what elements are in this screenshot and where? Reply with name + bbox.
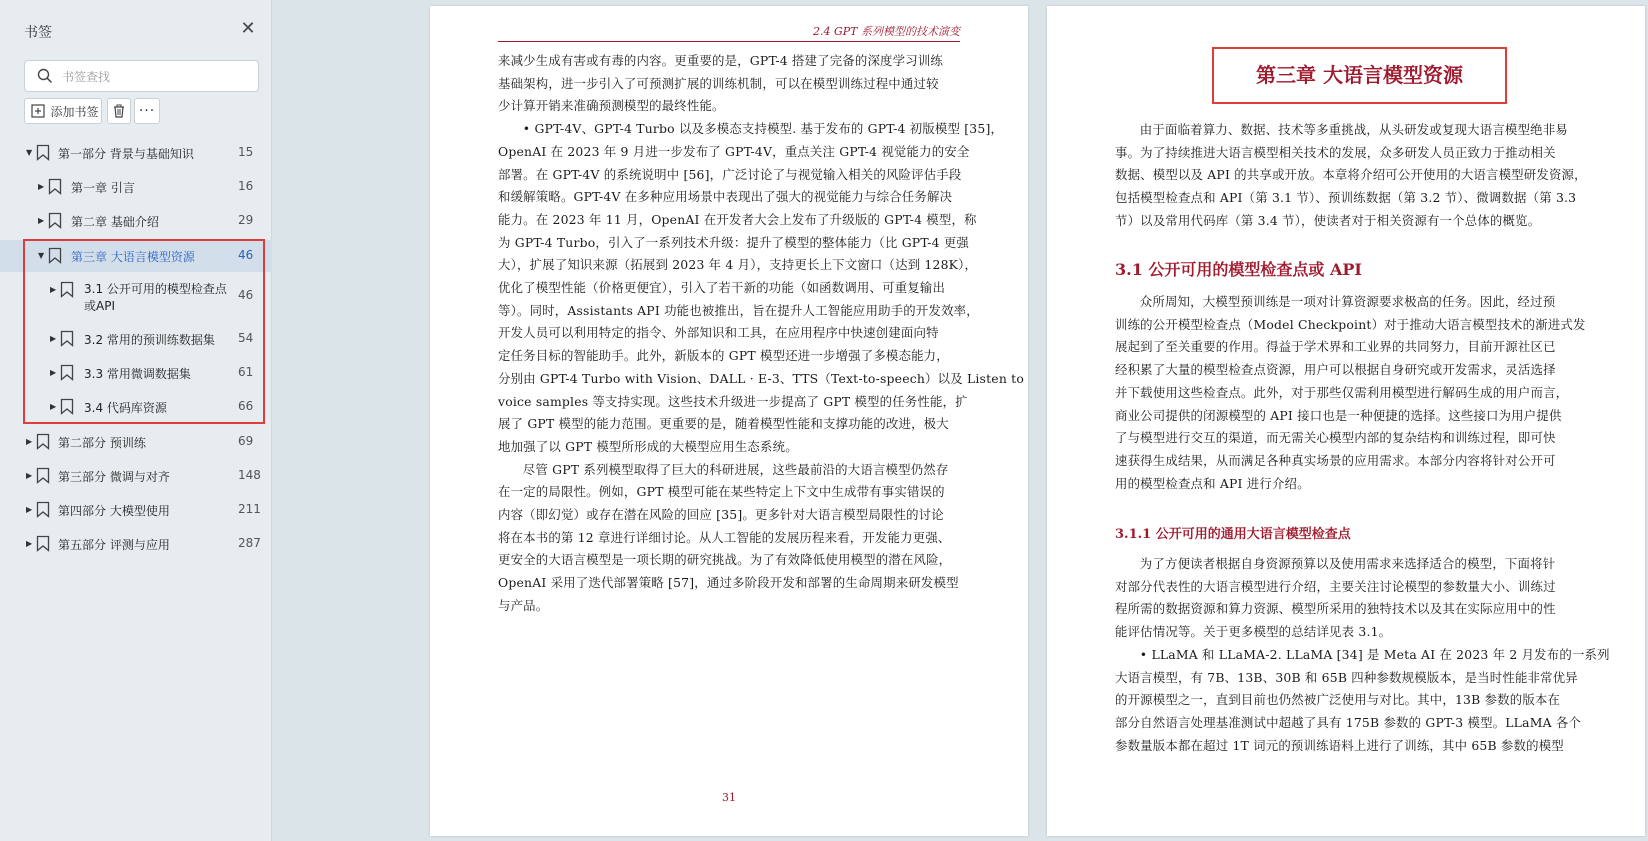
text-line: 部分自然语言处理基准测试中超越了具有 175B 参数的 GPT-3 模型。LLaMA 各个 [1115, 714, 1582, 730]
text-line: 事。为了持续推进大语言模型相关技术的发展，众多研发人员正致力于推动相关 [1115, 144, 1556, 160]
text-line: 由于面临着算力、数据、技术等多重挑战，从头研发或复现大语言模型绝非易 [1139, 122, 1568, 137]
expand-arrow-right-icon[interactable]: ▶ [50, 334, 57, 343]
bookmark-icon [36, 433, 50, 450]
chapter-title: 第三章 大语言模型资源 [1256, 63, 1463, 87]
bookmark-icon [36, 467, 50, 484]
text-line: 包括模型检查点和 API（第 3.1 节）、预训练数据（第 3.2 节）、微调数据（第 3.3 [1115, 190, 1577, 206]
expand-arrow-right-icon[interactable]: ▶ [50, 285, 57, 294]
bookmark-icon [48, 178, 62, 195]
bookmark-label: 第四部分 大模型使用 [58, 504, 170, 518]
text-line: 训练的公开模型检查点（Model Checkpoint）对于推动大语言模型技术的渐进式发 [1115, 316, 1586, 332]
expand-arrow-right-icon[interactable]: ▶ [38, 216, 45, 225]
text-line: 基础架构，进一步引入了可预测扩展的训练机制，可以在模型训练过程中通过较 [498, 75, 939, 91]
bookmark-label: 3.4 代码库资源 [84, 401, 167, 415]
text-line: 能评估情况等。关于更多模型的总结详见表 3.1。 [1115, 624, 1392, 640]
text-line: 节）以及常用代码库（第 3.4 节），使读者对于相关资源有一个总体的概览。 [1115, 212, 1541, 228]
text-line: 在一定的局限性。例如，GPT 模型可能在某些特定上下文中生成带有事实错误的 [498, 484, 945, 500]
bookmark-page: 46 [238, 248, 254, 262]
expand-arrow-right-icon[interactable]: ▶ [38, 182, 45, 191]
text-line: 定任务目标的智能助手。此外，新版本的 GPT 模型还进一步增强了多模态能力， [498, 348, 949, 364]
expand-arrow-right-icon[interactable]: ▶ [50, 368, 57, 377]
expand-arrow-down-icon[interactable]: ▼ [26, 148, 33, 157]
text-line: voice samples 等支持实现。这些技术升级进一步提高了 GPT 模型的任务性能，扩 [498, 393, 968, 409]
bookmark-page: 46 [238, 288, 254, 302]
text-line: 大），扩展了知识来源（拓展到 2023 年 4 月），支持更长上下文窗口（达到 128K）， [498, 257, 978, 273]
bookmark-label: 第一部分 背景与基础知识 [58, 147, 194, 161]
section-body-text [1115, 291, 1586, 495]
text-line: 更安全的大语言模型是一项长期的研究挑战。为了有效降低使用模型的潜在风险， [498, 552, 952, 568]
bookmark-search-box[interactable] [24, 60, 259, 92]
text-line: 少计算开销来准确预测模型的最终性能。 [498, 98, 725, 114]
bookmark-label: 第二部分 预训练 [58, 436, 146, 450]
text-line: 了与模型进行交互的渠道，而无需关心模型内部的复杂结构和训练过程，即可快 [1115, 430, 1556, 446]
text-line: 并下载使用这些检查点。此外，对于那些仅需利用模型进行解码生成的用户而言， [1115, 384, 1569, 400]
bookmark-page: 148 [238, 468, 261, 482]
text-line: 商业公司提供的闭源模型的 API 接口也是一种便捷的选择。这些接口为用户提供 [1115, 407, 1562, 423]
bookmark-icon [60, 330, 74, 347]
bookmark-label: 3.3 常用微调数据集 [84, 367, 191, 381]
text-line: 来减少生成有害或有毒的内容。更重要的是，GPT-4 搭建了完备的深度学习训练 [498, 53, 944, 68]
text-line: 将在本书的第 12 章进行详细讨论。从人工智能的发展历程来看，开发能力更强、 [498, 529, 951, 545]
chapter-title-highlight [1212, 47, 1507, 104]
text-line: 展了 GPT 模型的能力范围。更重要的是，随着模型性能和支撑功能的改进，极大 [498, 416, 949, 432]
text-line: 为 GPT-4 Turbo，引入了一系列技术升级：提升了模型的整体能力（比 GPT-4 更强 [498, 234, 970, 250]
text-line: 对部分代表性的大语言模型进行介绍，主要关注讨论模型的参数量大小、训练过 [1115, 578, 1556, 594]
text-line: 内容（即幻觉）或存在潜在风险的回应 [35]。更多针对大语言模型局限性的讨论 [498, 507, 944, 523]
text-line: 大语言模型，有 7B、13B、30B 和 65B 四种参数规模版本，是当时性能非常优异 [1115, 669, 1578, 685]
bookmark-label: 第三章 大语言模型资源 [71, 250, 195, 264]
expand-arrow-right-icon[interactable]: ▶ [50, 402, 57, 411]
document-page-right [1047, 6, 1645, 836]
section-title: 3.1 公开可用的模型检查点或 API [1115, 260, 1362, 279]
add-bookmark-label: 添加书签 [50, 104, 99, 119]
text-line: 地加强了以 GPT 模型所形成的大模型应用生态系统。 [498, 438, 798, 454]
text-line: 的开源模型之一，直到目前也仍然被广泛使用与对比。其中，13B 参数的版本在 [1115, 692, 1561, 708]
text-line: 程所需的数据资源和算力资源、模型所采用的独特技术以及其在实际应用中的性 [1115, 601, 1556, 617]
subsection-body-text [1115, 553, 1610, 757]
text-line: 能力。在 2023 年 11 月，OpenAI 在开发者大会上发布了升级版的 GPT-4 模型，称 [498, 211, 977, 227]
bookmark-icon [60, 364, 74, 381]
search-icon [37, 68, 53, 84]
bookmark-item-ch2[interactable] [0, 206, 272, 236]
bookmark-page: 66 [238, 399, 254, 413]
bookmark-item-part5[interactable] [0, 529, 272, 559]
text-line: 用的模型检查点和 API 进行介绍。 [1115, 475, 1310, 491]
bookmark-label: 3.2 常用的预训练数据集 [84, 333, 215, 347]
bookmark-label: 第二章 基础介绍 [71, 215, 159, 229]
delete-bookmark-button[interactable] [107, 98, 131, 124]
bookmark-item-3-3[interactable] [0, 358, 272, 388]
text-line: OpenAI 在 2023 年 9 月进一步发布了 GPT-4V，重点关注 GPT-4 视觉能力的安全 [498, 143, 970, 159]
bookmark-item-ch1[interactable] [0, 172, 272, 202]
text-line: 优化了模型性能（价格更便宜），引入了若干新的功能（如函数调用、可重复输出 [498, 280, 946, 296]
text-line: 展起到了至关重要的作用。得益于学术界和工业界的共同努力，目前开源社区已 [1115, 339, 1556, 355]
bookmark-label: 第三部分 微调与对齐 [58, 470, 170, 484]
text-line: 开发人员可以利用特定的指令、外部知识和工具，在应用程序中快速创建面向特 [498, 325, 939, 341]
bookmark-search-input[interactable] [62, 67, 247, 87]
bookmark-label-line1: 3.1 公开可用的模型检查点 [84, 282, 227, 296]
expand-arrow-right-icon[interactable]: ▶ [26, 505, 33, 514]
bookmark-page: 29 [238, 213, 254, 227]
bookmark-panel [0, 0, 272, 841]
bookmark-icon [60, 398, 74, 415]
bookmark-page: 61 [238, 365, 254, 379]
bookmark-item-3-2[interactable] [0, 324, 272, 354]
close-icon[interactable]: ✕ [240, 18, 256, 39]
more-options-button[interactable]: ··· [134, 98, 160, 124]
bookmark-item-part4[interactable] [0, 495, 272, 525]
bookmark-icon [48, 212, 62, 229]
expand-arrow-down-icon[interactable]: ▼ [38, 251, 45, 260]
bookmark-item-part1[interactable] [0, 138, 272, 168]
text-line: 尽管 GPT 系列模型取得了巨大的科研进展，这些最前沿的大语言模型仍然存 [522, 461, 949, 477]
add-bookmark-icon [31, 104, 45, 118]
bookmark-item-part2[interactable] [0, 427, 272, 457]
bookmark-icon [48, 247, 62, 264]
chapter-intro-text [1115, 119, 1587, 233]
panel-title: 书签 [24, 25, 52, 41]
bookmark-icon [36, 144, 50, 161]
bookmark-icon [36, 501, 50, 518]
expand-arrow-right-icon[interactable]: ▶ [26, 539, 33, 548]
header-rule [498, 41, 960, 42]
page-number: 31 [722, 791, 736, 804]
running-head: 2.4 GPT 系列模型的技术演变 [812, 25, 960, 38]
bookmark-item-part3[interactable] [0, 461, 272, 491]
expand-arrow-right-icon[interactable]: ▶ [26, 471, 33, 480]
page-body-text [498, 50, 1024, 618]
subsection-title: 3.1.1 公开可用的通用大语言模型检查点 [1115, 527, 1351, 542]
bookmark-page: 16 [238, 179, 254, 193]
bookmark-icon [36, 535, 50, 552]
trash-icon [112, 104, 126, 118]
expand-arrow-right-icon[interactable]: ▶ [26, 437, 33, 446]
text-line: 与产品。 [498, 597, 549, 613]
document-page-left [430, 6, 1028, 836]
text-line: 众所周知，大模型预训练是一项对计算资源要求极高的任务。因此，经过预 [1139, 294, 1556, 309]
text-line: 分别由 GPT-4 Turbo with Vision、DALL · E-3、TTS（Text-to-speech）以及 Listen to [498, 370, 1024, 386]
bookmark-page: 287 [238, 536, 261, 550]
bookmark-page: 69 [238, 434, 254, 448]
text-line: 速获得生成结果，从而满足各种真实场景的应用需求。本部分内容将针对公开可 [1115, 452, 1556, 468]
bookmark-label: 第五部分 评测与应用 [58, 538, 170, 552]
bookmark-page: 211 [238, 502, 261, 516]
text-line: 等）。同时，Assistants API 功能也被推出，旨在提升人工智能应用助手的开发效率， [498, 302, 979, 318]
text-line: 为了方便读者根据自身资源预算以及使用需求来选择适合的模型，下面将针 [1139, 556, 1556, 571]
bookmark-item-3-4[interactable] [0, 392, 272, 422]
bookmark-item-3-1[interactable] [0, 276, 272, 320]
text-line: OpenAI 采用了迭代部署策略 [57]，通过多阶段开发和部署的生命周期来研发模型 [498, 575, 959, 591]
text-line: 经积累了大量的模型检查点资源，用户可以根据自身研究或开发需求，灵活选择 [1115, 362, 1556, 378]
add-bookmark-button[interactable] [24, 98, 102, 124]
bookmark-item-ch3[interactable] [0, 240, 272, 272]
bookmark-page: 15 [238, 145, 254, 159]
bookmark-label: 第一章 引言 [71, 181, 135, 195]
text-line: 和缓解策略。GPT-4V 在多种应用场景中表现出了强大的视觉能力与综合任务解决 [498, 189, 953, 205]
text-line: • LLaMA 和 LLaMA-2. LLaMA [34] 是 Meta AI 在 2023 年 2 月发布的一系列 [1139, 646, 1610, 662]
bookmark-icon [60, 281, 74, 298]
text-line: 部署。在 GPT-4V 的系统说明中 [56]，广泛讨论了与视觉输入相关的风险评估手段 [498, 166, 962, 182]
text-line: • GPT-4V、GPT-4 Turbo 以及多模态支持模型. 基于发布的 GPT-4 初版模型 [35]， [522, 121, 1004, 137]
text-line: 参数量版本都在超过 1T 词元的预训练语料上进行了训练，其中 65B 参数的模型 [1115, 737, 1564, 753]
text-line: 数据、模型以及 API 的共享或开放。本章将介绍可公开使用的大语言模型研发资源， [1115, 167, 1587, 183]
bookmark-label-line2: 或API [84, 299, 115, 313]
bookmark-page: 54 [238, 331, 254, 345]
